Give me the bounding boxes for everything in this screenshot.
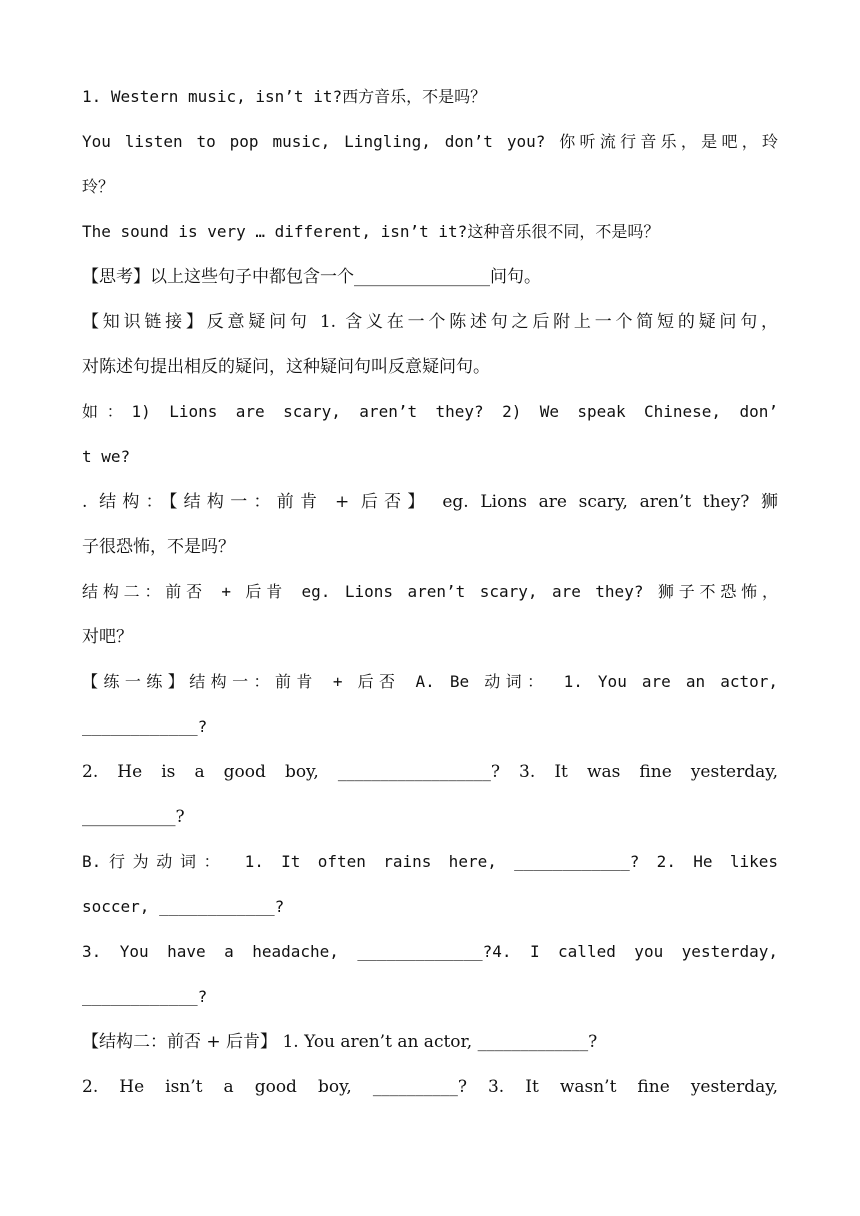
text-line-10: . 结构：【结构一：前肯 + 后否】 eg. Lions are scary, aren’t they? 狮: [82, 492, 778, 512]
text-line-23: 2. He isn’t a good boy, __________? 3. It wasn’t fine yesterday,: [82, 1077, 778, 1097]
text-line-19: soccer, ____________?: [82, 897, 285, 916]
text-line-3: 玲？: [82, 177, 115, 196]
text-line-4: The sound is very … different, isn’t it?这种音乐很不同，不是吗？: [82, 222, 660, 241]
text-line-18: B.行为动词： 1. It often rains here, ____________? 2. He likes: [82, 852, 778, 871]
text-line-5: 【思考】以上这些句子中都包含一个________________问句。: [82, 267, 541, 287]
text-line-8: 如：1) Lions are scary, aren’t they? 2) We speak Chinese, don’: [82, 402, 778, 421]
text-line-7: 对陈述句提出相反的疑问，这种疑问句叫反意疑问句。: [82, 357, 490, 377]
text-line-21: ____________?: [82, 987, 208, 1006]
text-line-9: t we?: [82, 447, 131, 466]
text-line-22: 【结构二：前否 + 后肯】 1. You aren’t an actor, _____________?: [82, 1032, 598, 1052]
text-line-20: 3. You have a headache, _____________?4. I called you yesterday,: [82, 942, 778, 961]
text-line-17: ___________?: [82, 807, 185, 827]
text-line-16: 2. He is a good boy, __________________? 3. It was fine yesterday,: [82, 762, 778, 782]
text-line-15: ____________?: [82, 717, 208, 736]
text-line-2: You listen to pop music, Lingling, don’t you? 你听流行音乐，是吧，玲: [82, 132, 778, 151]
text-line-14: 【练一练】结构一：前肯 + 后否 A. Be 动词： 1. You are an actor,: [82, 672, 778, 691]
text-line-6: 【知识链接】反意疑问句 1. 含义在一个陈述句之后附上一个简短的疑问句，: [82, 312, 778, 332]
text-line-1: 1. Western music, isn’t it?西方音乐，不是吗？: [82, 87, 487, 106]
text-line-13: 对吧？: [82, 627, 133, 647]
text-line-11: 子很恐怖，不是吗？: [82, 537, 235, 557]
text-line-12: 结构二：前否 + 后肯 eg. Lions aren’t scary, are they? 狮子不恐怖，: [82, 582, 778, 601]
